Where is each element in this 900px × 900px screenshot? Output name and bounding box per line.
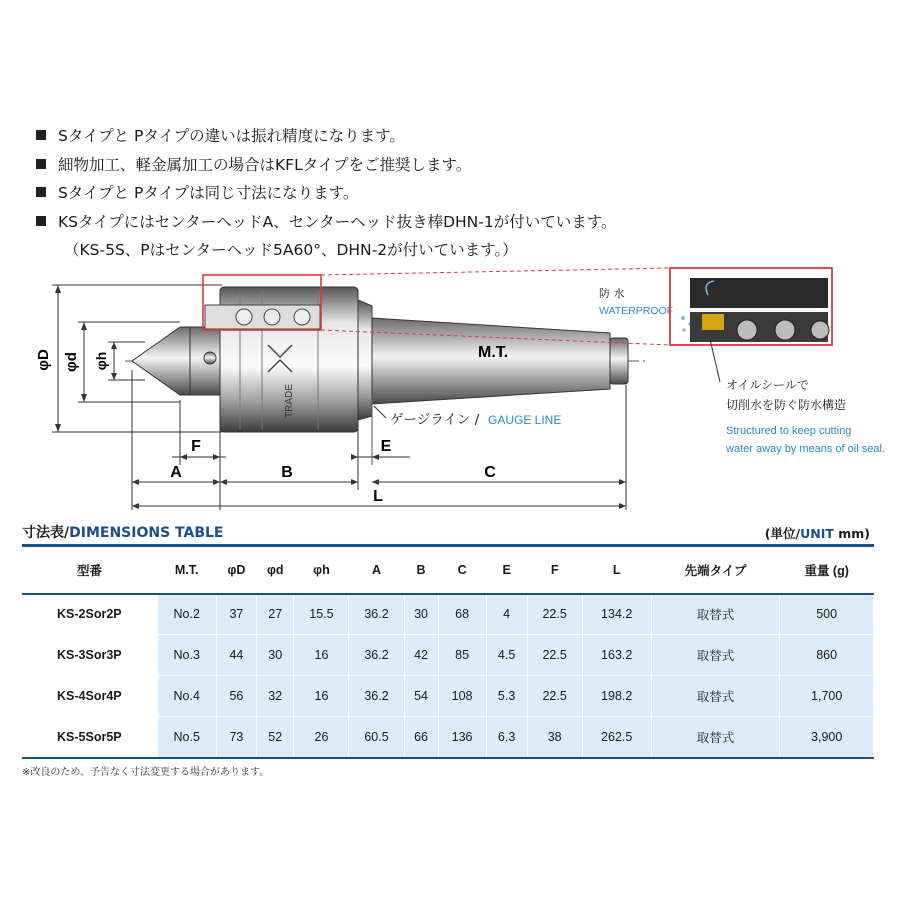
cell-tip-type: 取替式 (651, 676, 780, 717)
cell-C: 136 (438, 717, 486, 758)
header-phid: φd (257, 546, 294, 594)
oil-seal-text-en-2: water away by means of oil seal. (726, 443, 885, 455)
gauge-line-label-en: GAUGE LINE (488, 413, 562, 427)
cell-C: 85 (438, 635, 486, 676)
cell-model: KS-5Sor5P (22, 717, 157, 758)
cell-mt: No.5 (157, 717, 216, 758)
cell-phiD: 44 (216, 635, 256, 676)
table-unit: (単位/UNIT mm) (764, 526, 870, 541)
cell-F: 22.5 (527, 676, 582, 717)
table-title: 寸法表/DIMENSIONS TABLE (22, 525, 224, 541)
label-phiD: φD (35, 349, 52, 371)
oil-seal-text-jp-1: オイルシールで (726, 378, 809, 392)
note-text: 細物加工、軽金属加工の場合はKFLタイプをご推奨します。 (58, 155, 472, 174)
bearing-detail (205, 305, 320, 329)
header-C: C (438, 546, 486, 594)
cell-weight: 3,900 (780, 717, 874, 758)
header-F: F (527, 546, 582, 594)
label-phid: φd (63, 352, 80, 372)
cell-weight: 860 (780, 635, 874, 676)
cell-tip-type: 取替式 (651, 717, 780, 758)
cell-A: 60.5 (349, 717, 404, 758)
dim-A-label: A (170, 464, 182, 481)
cell-B: 30 (404, 594, 438, 635)
cell-phid: 27 (257, 594, 294, 635)
cell-F: 38 (527, 717, 582, 758)
cell-E: 5.3 (486, 676, 527, 717)
cell-mt: No.4 (157, 676, 216, 717)
cell-phid: 30 (257, 635, 294, 676)
cell-E: 4.5 (486, 635, 527, 676)
cell-weight: 500 (780, 594, 874, 635)
note-item (36, 179, 876, 208)
header-phih: φh (294, 546, 349, 594)
header-tip-type: 先端タイプ (651, 546, 780, 594)
cell-E: 4 (486, 594, 527, 635)
cell-tip-type: 取替式 (651, 594, 780, 635)
cell-mt: No.3 (157, 635, 216, 676)
cell-L: 163.2 (582, 635, 651, 676)
table-row (22, 635, 874, 676)
table-row (22, 594, 874, 635)
cell-model: KS-4Sor4P (22, 676, 157, 717)
cell-model: KS-2Sor2P (22, 594, 157, 635)
label-phih: φh (93, 351, 109, 371)
note-item (36, 208, 876, 237)
dimensions-table (22, 544, 874, 759)
cell-A: 36.2 (349, 594, 404, 635)
gauge-line-label-jp: ゲージライン / (390, 412, 480, 428)
cell-B: 54 (404, 676, 438, 717)
cell-phih: 26 (294, 717, 349, 758)
note-text: Sタイプと Pタイプは同じ寸法になります。 (58, 184, 359, 203)
cell-F: 22.5 (527, 635, 582, 676)
cell-phiD: 56 (216, 676, 256, 717)
header-A: A (349, 546, 404, 594)
cell-phih: 16 (294, 676, 349, 717)
square-bullet-icon (36, 159, 46, 169)
waterproof-label-jp: 防 水 (599, 287, 625, 300)
waterproof-label-en: WATERPROOF (599, 305, 674, 317)
header-B: B (404, 546, 438, 594)
table-row (22, 717, 874, 758)
cell-phiD: 37 (216, 594, 256, 635)
square-bullet-icon (36, 130, 46, 140)
cell-L: 198.2 (582, 676, 651, 717)
label-mt: M.T. (478, 344, 509, 361)
cell-phid: 32 (257, 676, 294, 717)
dim-E-label: E (380, 438, 392, 455)
cell-tip-type: 取替式 (651, 635, 780, 676)
cell-L: 134.2 (582, 594, 651, 635)
cell-F: 22.5 (527, 594, 582, 635)
footnote: ※改良のため、予告なく寸法変更する場合があります。 (22, 767, 270, 778)
dim-C-label: C (484, 464, 496, 481)
cell-phid: 52 (257, 717, 294, 758)
live-center-drawing (0, 260, 900, 510)
cell-B: 42 (404, 635, 438, 676)
cell-A: 36.2 (349, 635, 404, 676)
cell-model: KS-3Sor3P (22, 635, 157, 676)
oil-seal-text-jp-2: 切削水を防ぐ防水構造 (726, 398, 847, 412)
cell-B: 66 (404, 717, 438, 758)
oil-seal-text-en-1: Structured to keep cutting (726, 425, 852, 437)
cell-L: 262.5 (582, 717, 651, 758)
note-text: KSタイプにはセンターヘッドA、センターヘッド抜き棒DHN-1が付いています。 (58, 212, 617, 231)
header-weight: 重量 (g) (780, 546, 874, 594)
header-model: 型番 (22, 546, 157, 594)
square-bullet-icon (36, 187, 46, 197)
notes-list (36, 122, 876, 265)
cell-C: 68 (438, 594, 486, 635)
note-item (36, 151, 876, 180)
oil-seal-detail (690, 278, 829, 342)
note-item (36, 122, 876, 151)
header-mt: M.T. (157, 546, 216, 594)
header-L: L (582, 546, 651, 594)
header-E: E (486, 546, 527, 594)
cell-phih: 15.5 (294, 594, 349, 635)
cell-E: 6.3 (486, 717, 527, 758)
dim-F-label: F (191, 438, 201, 455)
trade-mark-text: TRADE (284, 384, 295, 418)
cell-C: 108 (438, 676, 486, 717)
note-subtext: （KS-5S、Pはセンターヘッド5A60°、DHN-2が付いています。） (64, 241, 518, 260)
dim-L-label: L (373, 488, 383, 505)
cell-mt: No.2 (157, 594, 216, 635)
cell-weight: 1,700 (780, 676, 874, 717)
table-row (22, 676, 874, 717)
dim-B-label: B (281, 464, 293, 481)
table-header-row (22, 546, 874, 594)
note-text: Sタイプと Pタイプの違いは振れ精度になります。 (58, 127, 405, 145)
cell-A: 36.2 (349, 676, 404, 717)
cell-phih: 16 (294, 635, 349, 676)
square-bullet-icon (36, 216, 46, 226)
cell-phiD: 73 (216, 717, 256, 758)
header-phiD: φD (216, 546, 256, 594)
